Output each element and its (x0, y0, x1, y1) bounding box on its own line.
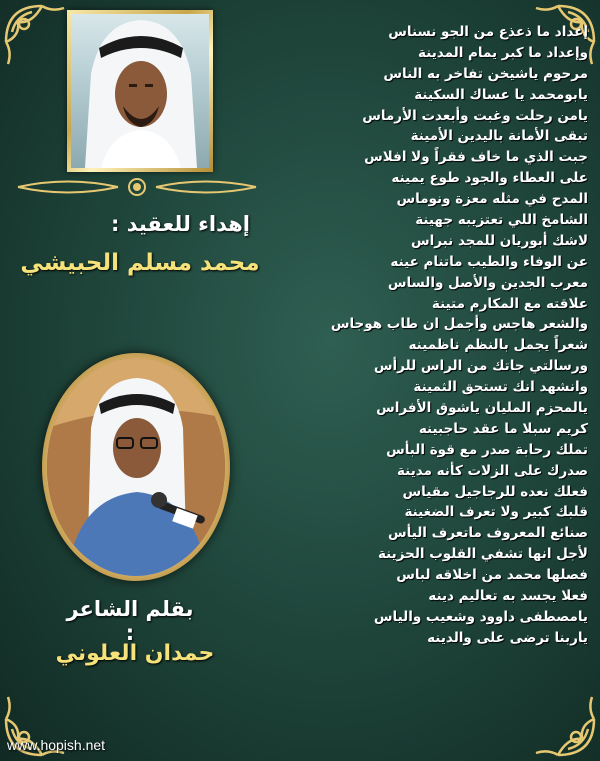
poem (270, 22, 588, 649)
poem-line: يامن رحلت وغبت وأبعدت الأرماس (362, 107, 588, 124)
poem-line: معرب الجدين والأصل والساس (387, 274, 588, 291)
poem-line: ياربنا ترضى على والدينه (427, 629, 588, 646)
dedication-label: إهداء للعقيد : (111, 212, 250, 236)
site-watermark: www.hopish.net (7, 737, 106, 753)
poem-line: فعلا يجسد به تعاليم دينه (428, 588, 588, 605)
poem-line: يالمحزم المليان ياشوق الأفراس (376, 400, 588, 417)
poem-line: صدرك على الزلات كأنه مدينة (397, 462, 588, 479)
ornamental-divider-icon (8, 172, 266, 202)
poet-name: حمدان العلوني (55, 641, 215, 666)
poem-line: لاشك أبوريان للمجد نبراس (411, 232, 588, 249)
honoree-portrait (71, 14, 209, 168)
poem-line: ورسالتي جاتك من الراس للرأس (373, 358, 588, 375)
poem-line: مرحوم ياشيخن تفاخر به الناس (383, 65, 588, 82)
poem-line: وانشهد انك تستحق الثمينة (413, 379, 588, 396)
poem-line: جبت الذي ما خاف فقراً ولا افلاس (364, 149, 588, 166)
honoree-name: محمد مسلم الحبيشي (20, 250, 260, 276)
poem-line: والشعر هاجس وأجمل ان طاب هوجاس (330, 316, 588, 333)
honoree-photo-frame (67, 10, 213, 172)
poem-line: قلبك كبير ولا تعرف الضغينة (404, 504, 588, 521)
poem-line: الشامخ اللي تعتزيبه جهينة (415, 212, 588, 229)
poem-line: فصلها محمد من اخلاقه لباس (396, 567, 588, 584)
poem-line: تبقى الأمانة باليدين الأمينة (410, 128, 588, 145)
poem-line: تملك رحابة صدر مع قوة البأس (386, 441, 588, 458)
poet-portrait (47, 358, 225, 576)
corner-ornament-icon (528, 689, 598, 759)
poem-line: كريم سبلا ما عقد حاجبينه (418, 420, 588, 437)
corner-ornament-icon (2, 2, 72, 72)
poem-line: إعداد ما ذعذع من الجو نسناس (388, 24, 588, 40)
poem-line: المدح في مثله معزة ونوماس (396, 191, 588, 208)
poem-line: فعلك نعده للرجاجيل مقياس (402, 483, 588, 500)
poem-line: عن الوفاء والطيب ماتنام عينه (390, 253, 588, 270)
poem-line: شعراً يجمل بالنظم ناظمينه (408, 337, 588, 354)
poet-photo-frame (42, 353, 230, 581)
poem-line: يامصطفى داوود وشعيب والياس (373, 608, 588, 625)
poem-line: يابومحمد يا عساك السكينة (414, 86, 588, 103)
poet-label: بقلم الشاعر : (66, 597, 194, 645)
poem-line: صنائع المعروف ماتعرف اليأس (388, 525, 588, 542)
poem-line: علاقته مع المكارم متينة (431, 295, 588, 312)
poem-line: على العطاء والجود طوع يمينه (391, 170, 588, 187)
poem-line: لأجل انها تشفي القلوب الحزينة (377, 546, 588, 563)
poem-line: وإعداد ما كبر يمام المدينة (418, 44, 588, 61)
